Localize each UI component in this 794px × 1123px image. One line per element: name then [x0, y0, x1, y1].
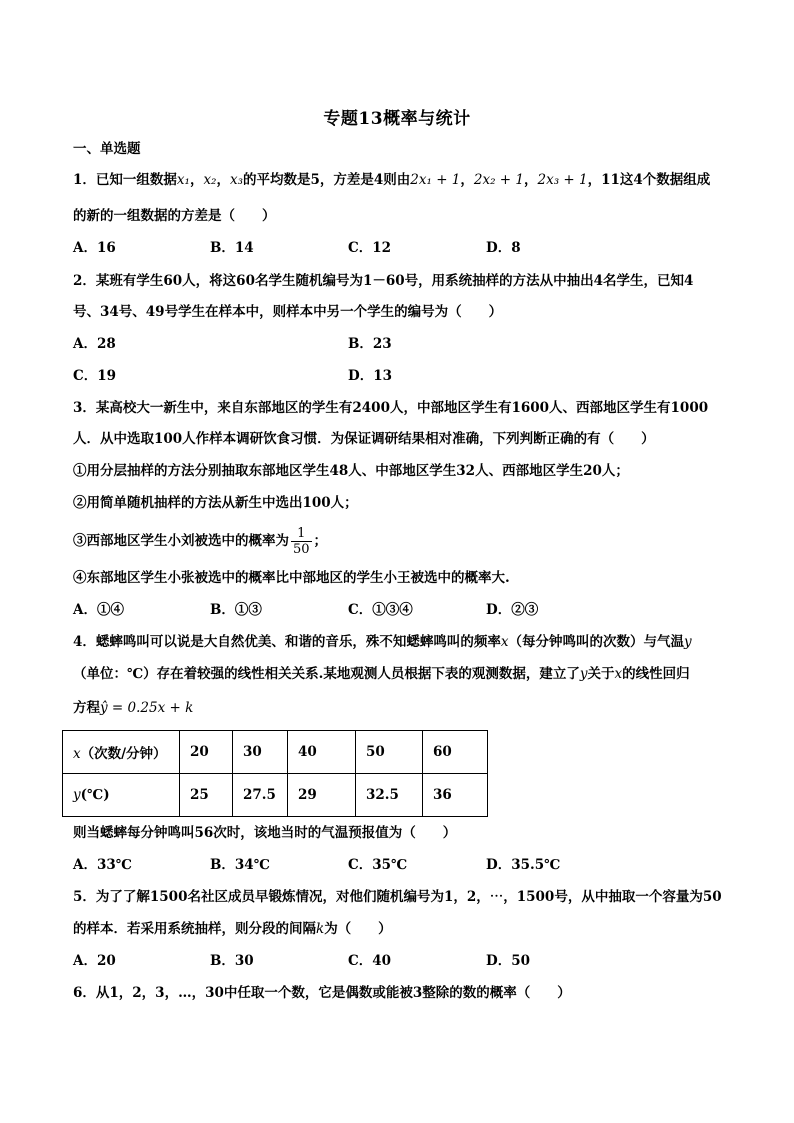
q1-sep4: ， — [524, 172, 538, 188]
q1-line-1 — [73, 170, 710, 190]
q3-statement-3 — [73, 522, 327, 560]
q1-text-c: ，11这4个数据组成 — [587, 172, 711, 188]
q1-sep2: ， — [216, 172, 230, 188]
q1-x1: x₁ — [176, 172, 190, 188]
q1-x2: x₂ — [203, 172, 217, 188]
q1-expr-2: 2x₂ + 1 — [473, 172, 525, 188]
table-cell: 30 — [233, 731, 288, 774]
table-var-y: y — [73, 787, 81, 803]
table-cell: 36 — [423, 774, 488, 817]
q1-expr-1: 2x₁ + 1 — [410, 172, 461, 188]
q4-data-table — [62, 730, 488, 817]
q2-line-2: 号、34号、49号学生在样本中，则样本中另一个学生的编号为（ ） — [73, 304, 503, 320]
table-cell: 20 — [180, 731, 233, 774]
table-var-x: x — [73, 746, 81, 762]
table-row — [63, 731, 488, 774]
q4-line-1 — [73, 632, 692, 652]
q4-text-c: （单位：℃）存在着较强的线性相关关系.某地观测人员根据下表的观测数据，建立了 — [73, 666, 580, 682]
q4-text-e: 的线性回归 — [622, 666, 690, 682]
q5-option-b[interactable]: B．30 — [210, 953, 254, 969]
q4-text-d: 关于 — [587, 666, 615, 682]
q3-line-2: 人．从中选取100人作样本调研饮食习惯．为保证调研结果相对准确，下列判断正确的有（ ） — [73, 431, 655, 447]
q4-line-4: 则当蟋蟀每分钟鸣叫56次时，该地当时的气温预报值为（ ） — [73, 825, 457, 841]
table-cell: 29 — [288, 774, 356, 817]
q5-option-a[interactable]: A．20 — [73, 953, 116, 969]
table-cell: 25 — [180, 774, 233, 817]
q2-option-b[interactable]: B．23 — [348, 336, 392, 352]
q4-var-y-2: y — [579, 666, 588, 682]
q4-option-c[interactable]: C．35℃ — [348, 857, 408, 873]
q1-option-a[interactable]: A．16 — [73, 240, 116, 256]
table-header-cell — [63, 731, 180, 774]
q4-var-x-2: x — [614, 666, 623, 682]
q4-var-x: x — [500, 634, 509, 650]
table-cell: 60 — [423, 731, 488, 774]
q5-option-c[interactable]: C．40 — [348, 953, 392, 969]
q4-regression-equation: ŷ = 0.25x + k — [100, 700, 194, 716]
q3-fraction — [291, 526, 312, 557]
q4-option-d[interactable]: D．35.5℃ — [486, 857, 561, 873]
q5-text-a: 的样本．若采用系统抽样，则分段的间隔 — [73, 921, 316, 937]
table-header-cell — [63, 774, 180, 817]
q1-text-a: 1．已知一组数据 — [73, 172, 177, 188]
q2-option-c[interactable]: C．19 — [73, 368, 117, 384]
q3-option-a[interactable]: A．①④ — [73, 602, 124, 618]
q4-line-2 — [73, 664, 690, 684]
q4-option-b[interactable]: B．34℃ — [210, 857, 270, 873]
q5-var-k: k — [316, 921, 325, 937]
q3-statement-4: ④东部地区学生小张被选中的概率比中部地区的学生小王被选中的概率大. — [73, 570, 510, 586]
q4-var-y: y — [684, 634, 692, 650]
table-header-text: (℃) — [80, 787, 110, 803]
section-heading: 一、单选题 — [73, 141, 141, 157]
q5-line-1: 5．为了了解1500名社区成员早锻炼情况，对他们随机编号为1，2，⋯，1500号，从中抽取一个容量为50 — [73, 889, 722, 905]
q1-option-b[interactable]: B．14 — [210, 240, 254, 256]
q5-option-d[interactable]: D．50 — [486, 953, 530, 969]
table-row — [63, 774, 488, 817]
q1-option-c[interactable]: C．12 — [348, 240, 392, 256]
q3-statement-1: ①用分层抽样的方法分别抽取东部地区学生48人、中部地区学生32人、西部地区学生20人； — [73, 463, 629, 479]
table-cell: 40 — [288, 731, 356, 774]
q1-x3: x₃ — [229, 172, 243, 188]
q2-line-1: 2．某班有学生60人，将这60名学生随机编号为1－60号，用系统抽样的方法从中抽出4名学生，已知4 — [73, 273, 694, 289]
q2-option-d[interactable]: D．13 — [348, 368, 392, 384]
q3-option-d[interactable]: D．②③ — [486, 602, 539, 618]
q3-line-1: 3．某高校大一新生中，来自东部地区的学生有2400人，中部地区学生有1600人、西部地区学生有1000 — [73, 400, 709, 416]
q3-statement-2: ②用简单随机抽样的方法从新生中选出100人； — [73, 495, 358, 511]
table-header-text: （次数/分钟） — [80, 746, 167, 762]
table-cell: 32.5 — [356, 774, 423, 817]
q3-statement-3-text: ③西部地区学生小刘被选中的概率为 — [73, 533, 289, 549]
q5-line-2 — [73, 919, 392, 939]
table-cell: 27.5 — [233, 774, 288, 817]
q1-text-b: 的平均数是5，方差是4则由 — [243, 172, 411, 188]
q3-fraction-denominator: 50 — [293, 542, 310, 557]
q5-text-b: 为（ ） — [324, 921, 392, 937]
q4-text-a: 4．蟋蟀鸣叫可以说是大自然优美、和谐的音乐，殊不知蟋蟀鸣叫的频率 — [73, 634, 501, 650]
q1-line-2: 的新的一组数据的方差是（ ） — [73, 208, 276, 224]
q3-statement-3-end: ； — [313, 533, 328, 549]
q1-sep3: ， — [460, 172, 474, 188]
q1-option-d[interactable]: D．8 — [486, 240, 521, 256]
q1-expr-3: 2x₃ + 1 — [537, 172, 588, 188]
q4-option-a[interactable]: A．33℃ — [73, 857, 132, 873]
q3-option-c[interactable]: C．①③④ — [348, 602, 413, 618]
q4-line-3 — [73, 698, 193, 718]
page-title: 专题13概率与统计 — [323, 109, 471, 129]
q4-text-b: （每分钟鸣叫的次数）与气温 — [508, 634, 685, 650]
q3-fraction-numerator: 1 — [291, 526, 312, 542]
q4-text-f: 方程 — [73, 700, 100, 716]
table-cell: 50 — [356, 731, 423, 774]
q6-line-1: 6．从1，2，3，…，30中任取一个数，它是偶数或能被3整除的数的概率（ ） — [73, 985, 571, 1001]
q3-option-b[interactable]: B．①③ — [210, 602, 262, 618]
q2-option-a[interactable]: A．28 — [73, 336, 116, 352]
q1-sep1: ， — [189, 172, 204, 188]
